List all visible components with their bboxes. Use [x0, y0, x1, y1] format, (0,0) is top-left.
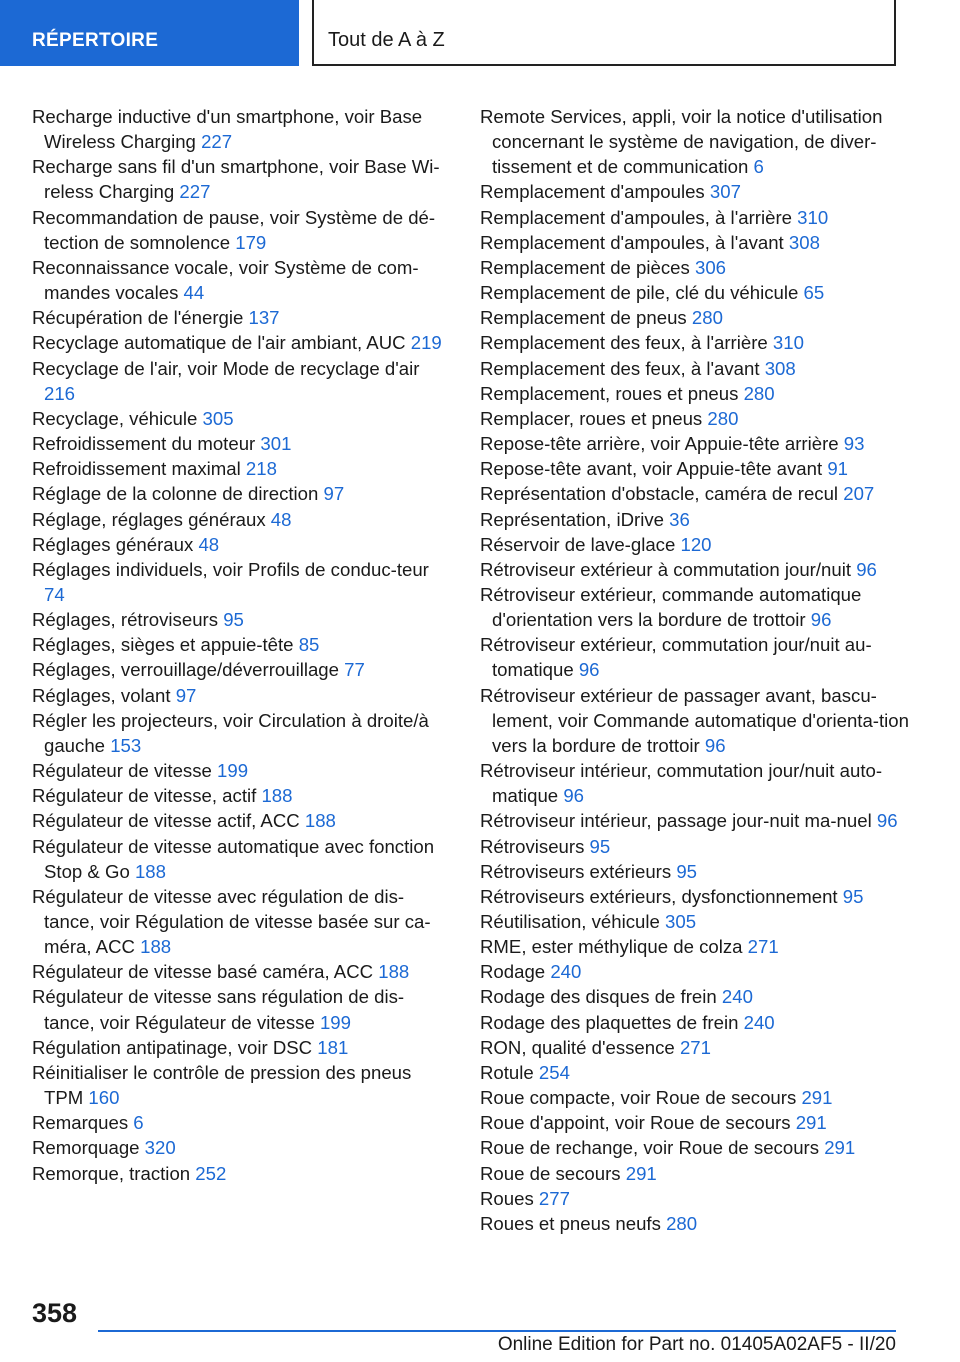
index-entry — [32, 758, 450, 783]
index-entry — [32, 481, 450, 506]
page-reference-link[interactable]: 254 — [538, 1061, 570, 1083]
index-entry — [32, 305, 450, 330]
index-entry — [480, 1161, 910, 1186]
page-reference-link[interactable]: 240 — [550, 961, 582, 983]
page-reference-link[interactable]: 227 — [179, 181, 211, 203]
index-term: Rétroviseurs extérieurs — [480, 860, 672, 882]
index-entry — [480, 532, 910, 557]
index-column-left — [32, 104, 450, 1186]
page-reference-link[interactable]: 153 — [110, 734, 142, 756]
index-term: Repose-tête avant, voir Appuie-tête avant — [480, 458, 823, 480]
index-entry — [32, 657, 450, 682]
index-term: Régulateur de vitesse actif, ACC — [32, 810, 300, 832]
index-entry — [480, 909, 910, 934]
page-reference-link[interactable]: 291 — [801, 1087, 833, 1109]
index-entry — [480, 632, 910, 682]
index-entry — [480, 884, 910, 909]
index-term: Réglages, volant — [32, 684, 171, 706]
index-term: Représentation d'obstacle, caméra de recul — [480, 483, 839, 505]
index-entry — [32, 1035, 450, 1060]
index-entry — [480, 808, 910, 833]
index-entry — [32, 884, 450, 959]
index-entry — [32, 808, 450, 833]
page-reference-link[interactable]: 277 — [538, 1187, 570, 1209]
index-entry — [32, 708, 450, 758]
index-term: Remplacement des feux, à l'avant — [480, 357, 760, 379]
page-reference-link[interactable]: 91 — [827, 458, 848, 480]
index-entry — [32, 984, 450, 1034]
index-entry — [32, 431, 450, 456]
page-reference-link[interactable]: 320 — [144, 1137, 176, 1159]
index-term: Réservoir de lave-glace — [480, 533, 676, 555]
page-reference-link[interactable]: 96 — [810, 609, 832, 631]
index-entry — [32, 507, 450, 532]
index-term: Remorquage — [32, 1137, 140, 1159]
page-reference-link[interactable]: 97 — [323, 483, 345, 505]
page-reference-link[interactable]: 77 — [344, 659, 365, 681]
index-term: Remplacement de pièces — [480, 256, 690, 278]
index-entry — [32, 406, 450, 431]
index-entry — [480, 859, 910, 884]
page-reference-link[interactable]: 280 — [666, 1212, 698, 1234]
index-term: Remplacer, roues et pneus — [480, 407, 703, 429]
page-reference-link[interactable]: 74 — [44, 583, 65, 605]
index-term: RME, ester méthylique de colza — [480, 936, 743, 958]
index-term: Rétroviseur extérieur, commande automatique d'orientation vers la bordure de trottoir — [480, 583, 862, 631]
index-term: Régulation antipatinage, voir DSC — [32, 1036, 313, 1058]
index-term: Remorque, traction — [32, 1162, 191, 1184]
index-entry — [480, 959, 910, 984]
index-entry — [480, 934, 910, 959]
page-reference-link[interactable]: 199 — [217, 760, 249, 782]
index-entry — [480, 1211, 910, 1236]
index-entry — [480, 481, 910, 506]
page-reference-link[interactable]: 137 — [248, 307, 280, 329]
index-entry — [32, 557, 450, 607]
index-term: Roue compacte, voir Roue de secours — [480, 1087, 797, 1109]
section-tab[interactable]: RÉPERTOIRE — [0, 0, 299, 66]
page-reference-link[interactable]: 218 — [245, 458, 277, 480]
page-reference-link[interactable]: 96 — [856, 558, 877, 580]
index-entry — [480, 356, 910, 381]
index-entry — [480, 230, 910, 255]
index-entry — [32, 1135, 450, 1160]
index-entry — [480, 1186, 910, 1211]
index-entry — [32, 834, 450, 884]
index-term: Remote Services, appli, voir la notice d'utilisation concernant le système de navigation, de diver‐tissement et de communication — [480, 106, 883, 178]
index-term: Réglages, rétroviseurs — [32, 609, 219, 631]
index-entry — [32, 1060, 450, 1110]
index-term: Réglages généraux — [32, 533, 194, 555]
page-reference-link[interactable]: 199 — [319, 1011, 351, 1033]
index-term: Remarques — [32, 1112, 129, 1134]
index-entry — [480, 456, 910, 481]
index-term: Repose-tête arrière, voir Appuie-tête arrière — [480, 433, 839, 455]
page-reference-link[interactable]: 271 — [747, 936, 779, 958]
index-entry — [480, 406, 910, 431]
index-term: Recommandation de pause, voir Système de dé‐tection de somnolence — [32, 206, 436, 253]
index-term: Roues et pneus neufs — [480, 1212, 661, 1234]
index-term: Roue de rechange, voir Roue de secours — [480, 1137, 820, 1159]
page-reference-link[interactable]: 44 — [183, 282, 205, 304]
index-term: Reconnaissance vocale, voir Système de com‐mandes vocales — [32, 256, 419, 304]
index-term: Refroidissement du moteur — [32, 433, 256, 455]
index-term: Remplacement d'ampoules, à l'avant — [480, 231, 784, 253]
page-reference-link[interactable]: 179 — [235, 231, 267, 253]
page-reference-link[interactable]: 120 — [680, 533, 712, 555]
index-term: Réglages, sièges et appuie-tête — [32, 634, 294, 656]
index-term: Roues — [480, 1187, 534, 1209]
page-reference-link[interactable]: 310 — [772, 332, 804, 354]
page-reference-link[interactable]: 280 — [743, 382, 775, 404]
page-reference-link[interactable]: 305 — [202, 407, 234, 429]
index-term: Remplacement de pile, clé du véhicule — [480, 282, 799, 304]
page-reference-link[interactable]: 308 — [764, 357, 796, 379]
page-reference-link[interactable]: 280 — [691, 307, 723, 329]
index-term: Rétroviseurs — [480, 835, 585, 857]
page-reference-link[interactable]: 48 — [198, 533, 220, 555]
index-term: Rétroviseur extérieur de passager avant, bascu‐lement, voir Commande automatique d'orienta‐tion vers la bordure de trottoir — [480, 684, 909, 756]
page-reference-link[interactable]: 160 — [88, 1087, 120, 1109]
index-term: Rodage — [480, 961, 546, 983]
index-entry — [480, 330, 910, 355]
page-reference-link[interactable]: 280 — [707, 407, 739, 429]
index-entry — [32, 1110, 450, 1135]
index-entry — [32, 255, 450, 305]
index-term: Réglage, réglages généraux — [32, 508, 266, 530]
index-term: Rétroviseur intérieur, passage jour-nuit ma‐nuel — [480, 810, 872, 832]
page-reference-link[interactable]: 188 — [304, 810, 336, 832]
index-entry — [480, 305, 910, 330]
index-entry — [480, 381, 910, 406]
page-reference-link[interactable]: 216 — [44, 382, 76, 404]
index-entry — [480, 104, 910, 179]
page-reference-link[interactable]: 85 — [298, 634, 320, 656]
index-term: Rétroviseur extérieur, commutation jour/nuit au‐tomatique — [480, 634, 872, 681]
index-entry — [480, 280, 910, 305]
page-header — [0, 0, 960, 66]
index-term: Remplacement d'ampoules — [480, 181, 705, 203]
index-term: Régulateur de vitesse automatique avec fonction Stop & Go — [32, 835, 435, 882]
page-reference-link[interactable]: 307 — [709, 181, 741, 203]
page-reference-link[interactable]: 188 — [378, 961, 410, 983]
page-reference-link[interactable]: 240 — [743, 1011, 775, 1033]
page-reference-link[interactable]: 95 — [223, 609, 244, 631]
page-reference-link[interactable]: 6 — [753, 156, 764, 178]
index-term: Réglages, verrouillage/déverrouillage — [32, 659, 339, 681]
index-term: Régler les projecteurs, voir Circulation à droite/à gauche — [32, 709, 429, 756]
edition-note: Online Edition for Part no. 01405A02AF5 - II/20 — [497, 1334, 896, 1355]
page-reference-link[interactable]: 305 — [665, 911, 697, 932]
index-entry — [480, 758, 910, 808]
index-entry — [480, 507, 910, 532]
index-term: Rétroviseurs extérieurs, dysfonctionnement — [480, 885, 838, 907]
index-entry — [480, 255, 910, 280]
index-term: Réutilisation, véhicule — [480, 911, 660, 932]
index-entry — [32, 607, 450, 632]
page-reference-link[interactable]: 227 — [201, 131, 233, 153]
page-reference-link[interactable]: 96 — [578, 659, 600, 681]
index-term: Réglages individuels, voir Profils de conduc‐teur — [32, 558, 429, 580]
page-reference-link[interactable]: 188 — [261, 785, 293, 807]
index-term: Rotule — [480, 1061, 534, 1083]
index-entry — [32, 356, 450, 406]
index-entry — [32, 959, 450, 984]
index-entry — [32, 1161, 450, 1186]
page-reference-link[interactable]: 95 — [589, 835, 611, 857]
index-term: RON, qualité d'essence — [480, 1036, 675, 1058]
index-entry — [32, 683, 450, 708]
index-entry — [480, 984, 910, 1009]
index-term: Remplacement de pneus — [480, 307, 687, 329]
index-term: Récupération de l'énergie — [32, 307, 244, 329]
index-term: Rodage des disques de frein — [480, 986, 717, 1008]
index-entry — [480, 1010, 910, 1035]
index-entry — [480, 557, 910, 582]
page-reference-link[interactable]: 97 — [175, 684, 197, 706]
index-entry — [480, 431, 910, 456]
index-entry — [32, 532, 450, 557]
index-entry — [480, 205, 910, 230]
index-entry — [32, 104, 450, 154]
page-title: Tout de A à Z — [312, 0, 896, 66]
page-reference-link[interactable]: 48 — [270, 508, 292, 530]
index-term: Remplacement des feux, à l'arrière — [480, 332, 768, 354]
index-term: Recyclage, véhicule — [32, 407, 198, 429]
page-reference-link[interactable]: 271 — [679, 1036, 711, 1058]
index-term: Recyclage automatique de l'air ambiant, AUC — [32, 332, 406, 354]
index-term: Refroidissement maximal — [32, 458, 241, 480]
index-entry — [32, 632, 450, 657]
page-reference-link[interactable]: 291 — [795, 1112, 827, 1134]
page-reference-link[interactable]: 240 — [721, 986, 753, 1008]
index-term: Régulateur de vitesse — [32, 760, 212, 782]
page-reference-link[interactable]: 188 — [140, 936, 172, 958]
index-term: Rétroviseur intérieur, commutation jour/nuit auto‐matique — [480, 760, 883, 807]
page-reference-link[interactable]: 95 — [676, 860, 698, 882]
index-term: Régulateur de vitesse, actif — [32, 785, 257, 807]
page-reference-link[interactable]: 93 — [843, 433, 865, 455]
page-reference-link[interactable]: 36 — [669, 508, 690, 530]
page-reference-link[interactable]: 310 — [797, 206, 829, 228]
page-reference-link[interactable]: 96 — [876, 810, 898, 832]
page-reference-link[interactable]: 306 — [694, 256, 727, 278]
page-number: 358 — [32, 1298, 78, 1328]
index-term: Réglage de la colonne de direction — [32, 483, 319, 505]
index-term: Représentation, iDrive — [480, 508, 664, 530]
index-entry — [32, 154, 450, 204]
footer-divider — [98, 1330, 896, 1332]
index-entry — [32, 330, 450, 355]
page-reference-link[interactable]: 6 — [133, 1112, 144, 1134]
index-entry — [32, 783, 450, 808]
index-term: Régulateur de vitesse sans régulation de dis‐tance, voir Régulateur de vitesse — [32, 986, 405, 1033]
index-entry — [480, 683, 910, 758]
index-entry — [480, 1110, 910, 1135]
index-term: Roue d'appoint, voir Roue de secours — [480, 1112, 791, 1134]
page-reference-link[interactable]: 207 — [843, 483, 875, 505]
page-reference-link[interactable]: 95 — [842, 885, 864, 907]
page-reference-link[interactable]: 219 — [410, 332, 442, 354]
index-term: Rodage des plaquettes de frein — [480, 1011, 739, 1033]
index-entry — [480, 179, 910, 204]
index-entry — [480, 1135, 910, 1160]
index-term: Régulateur de vitesse basé caméra, ACC — [32, 961, 374, 983]
index-entry — [480, 834, 910, 859]
index-entry — [480, 1060, 910, 1085]
page-reference-link[interactable]: 188 — [134, 860, 166, 882]
index-term: Rétroviseur extérieur à commutation jour/nuit — [480, 558, 852, 580]
index-entry — [480, 1085, 910, 1110]
index-term: Réinitialiser le contrôle de pression des pneus TPM — [32, 1061, 412, 1109]
page-reference-link[interactable]: 301 — [260, 433, 292, 455]
index-term: Recyclage de l'air, voir Mode de recyclage d'air — [32, 357, 420, 379]
page-reference-link[interactable]: 252 — [195, 1162, 227, 1184]
index-term: Régulateur de vitesse avec régulation de dis‐tance, voir Régulation de vitesse basée sur ca‐méra, ACC — [32, 885, 431, 958]
index-term: Recharge sans fil d'un smartphone, voir Base Wi‐reless Charging — [32, 156, 440, 203]
page-reference-link[interactable]: 181 — [317, 1036, 349, 1058]
index-entry — [32, 205, 450, 255]
index-term: Recharge inductive d'un smartphone, voir Base Wireless Charging — [32, 106, 423, 153]
index-term: Remplacement d'ampoules, à l'arrière — [480, 206, 792, 228]
index-entry — [32, 456, 450, 481]
index-term: Remplacement, roues et pneus — [480, 382, 739, 404]
page-reference-link[interactable]: 96 — [704, 734, 726, 756]
page-reference-link[interactable]: 96 — [563, 785, 585, 807]
page-reference-link[interactable]: 65 — [803, 282, 825, 304]
index-entry — [480, 1035, 910, 1060]
index-entry — [480, 582, 910, 632]
index-term: Roue de secours — [480, 1162, 621, 1184]
page-reference-link[interactable]: 291 — [824, 1137, 856, 1159]
index-column-right — [480, 104, 910, 1236]
page-reference-link[interactable]: 308 — [788, 231, 820, 253]
page-reference-link[interactable]: 291 — [625, 1162, 657, 1184]
